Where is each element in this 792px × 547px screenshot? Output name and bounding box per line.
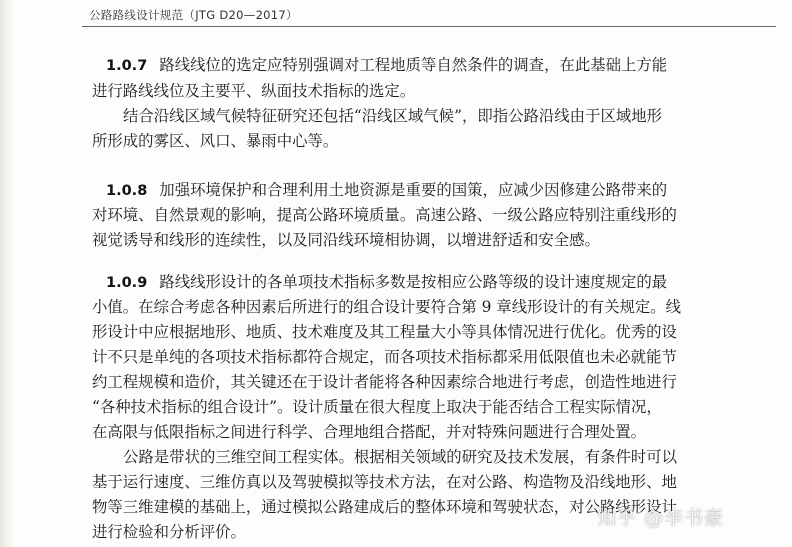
paragraph-line: 约工程规模和造价，其关键还在于设计者能将各种因素综合地进行考虑，创造性地进行 [92, 373, 677, 391]
zhihu-watermark: 知乎 @李书豪 [597, 507, 725, 529]
paragraph-line: 进行检验和分析评价。 [92, 523, 246, 541]
paragraph-line: “各种技术指标的组合设计”。设计质量在很大程度上取决于能否结合工程实际情况， [92, 398, 662, 416]
paragraph-line: 对环境、自然景观的影响，提高公路环境质量。高速公路、一级公路应特别注重线形的 [92, 206, 677, 224]
section-number: 1.0.9 [106, 275, 148, 291]
paragraph-line: 形设计中应根据地形、地质、技术难度及其工程量大小等具体情况进行优化。优秀的设 [92, 323, 677, 341]
section-1-0-8-first-line [92, 178, 667, 203]
page-binding-shadow [0, 0, 14, 547]
section-1-0-7-first-line [92, 53, 667, 78]
paragraph-line: 在高限与低限指标之间进行科学、合理地组合搭配，并对特殊问题进行合理处置。 [92, 423, 647, 441]
paragraph-line: 公路是带状的三维空间工程实体。根据相关领域的研究及技术发展，有条件时可以 [123, 448, 678, 466]
section-1-0-9-first-line [92, 270, 667, 295]
paragraph-line: 视觉诱导和线形的连续性，以及同沿线环境相协调，以增进舒适和安全感。 [92, 231, 600, 249]
paragraph-line: 小值。在综合考虑各种因素后所进行的组合设计要符合第 9 章线形设计的有关规定。线 [92, 298, 682, 316]
paragraph-line: 路线线形设计的各单项技术指标多数是按相应公路等级的设计速度规定的最 [159, 273, 668, 291]
paragraph-line: 基于运行速度、三维仿真以及驾驶模拟等技术方法，在对公路、构造物及沿线地形、地 [92, 473, 677, 491]
paragraph-line: 加强环境保护和合理利用土地资源是重要的国策，应减少因修建公路带来的 [159, 181, 668, 199]
header-rule [82, 26, 776, 27]
paragraph-line: 路线线位的选定应特别强调对工程地质等自然条件的调查，在此基础上方能 [159, 56, 668, 74]
section-number: 1.0.7 [106, 58, 148, 74]
paragraph-line: 结合沿线区域气候特征研究还包括“沿线区域气候”，即指公路沿线由于区域地形 [123, 107, 663, 125]
running-header: 公路路线设计规范（JTG D20—2017） [89, 8, 298, 22]
paragraph-line: 物等三维建模的基础上，通过模拟公路建成后的整体环境和驾驶状态，对公路线形设计 [92, 498, 677, 516]
section-number: 1.0.8 [106, 183, 148, 199]
paragraph-line: 所形成的雾区、风口、暴雨中心等。 [92, 132, 339, 150]
paragraph-line: 进行路线线位及主要平、纵面技术指标的选定。 [92, 82, 416, 100]
paragraph-line: 计不只是单纯的各项技术指标都符合规定，而各项技术指标都采用低限值也未必就能节 [92, 348, 677, 366]
